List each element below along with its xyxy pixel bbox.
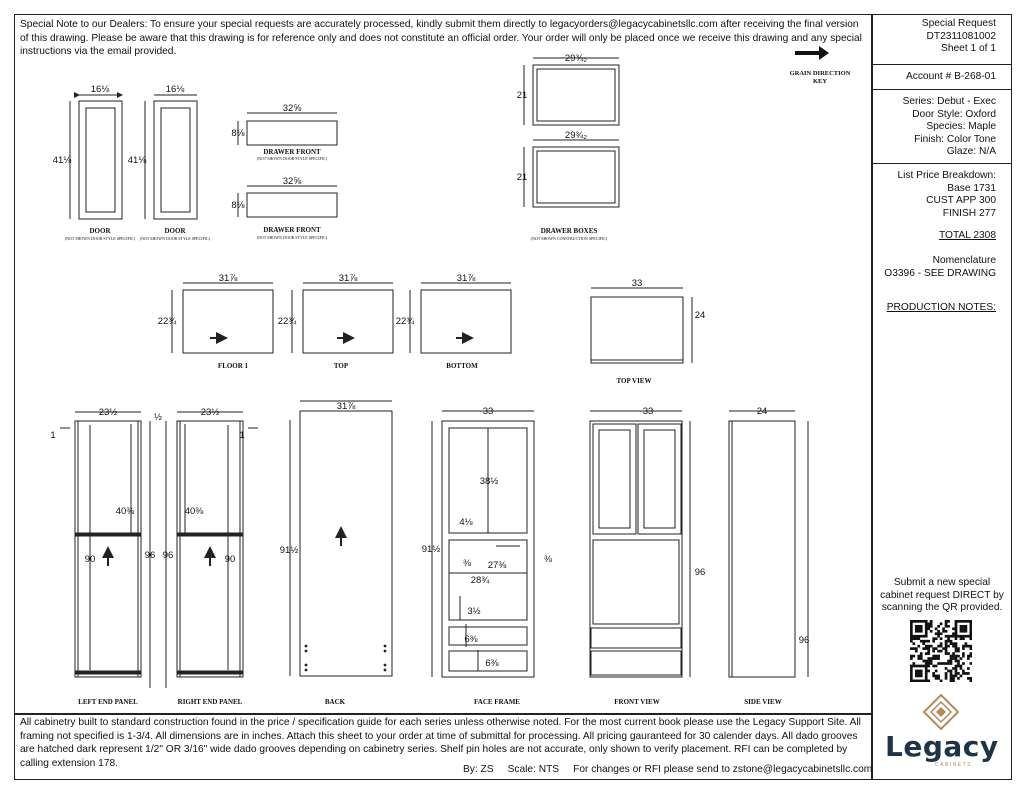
label-door-sub: (NOT SHOWN DOOR STYLE SPECIFIC) (139, 236, 211, 241)
front-view (590, 411, 690, 677)
dim-lep-height: 96 (144, 550, 156, 561)
dim-door-width: 16⅛ (165, 84, 185, 95)
finish: Finish: Color Tone (914, 133, 996, 145)
top-view (591, 288, 692, 363)
door-right (145, 95, 197, 219)
request-number: DT2311081002 (926, 30, 996, 42)
dim-ff-opening: 27⅜ (487, 560, 507, 571)
dim-ff-upper: 38½ (479, 476, 499, 487)
dim-df-width: 32⅝ (282, 176, 302, 187)
dim-topview-depth: 24 (694, 310, 706, 321)
rfi-contact: For changes or RFI please send to zstone@legacycabinetsllc.com (573, 764, 873, 775)
glaze: Glaze: N/A (946, 146, 996, 157)
dim-rep-height: 96 (162, 550, 174, 561)
request-type: Special Request (921, 18, 996, 29)
dim-box-height: 21 (516, 172, 528, 183)
dim-ff-lower-rail: 3½ (467, 606, 481, 617)
label-df-sub: (NOT SHOWN DOOR STYLE SPECIFIC) (256, 235, 328, 240)
account-number: Account # B-268-01 (905, 71, 996, 82)
dim-rep-offset: 1 (239, 430, 245, 441)
dim-box-width: 29¾₂ (564, 53, 588, 64)
grain-direction-key: GRAIN DIRECTION KEY (789, 70, 851, 85)
label-door-sub: (NOT SHOWN DOOR STYLE SPECIFIC) (64, 236, 136, 241)
label-drawer-boxes: DRAWER BOXES (540, 227, 598, 235)
dim-fv-height: 96 (694, 567, 706, 578)
qr-instructions: Submit a new special cabinet request DIRECT by scanning the QR provided. (880, 577, 1004, 613)
dim-ff-drawer2: 6⅜ (485, 658, 499, 669)
dim-lep-offset: 1 (50, 430, 56, 441)
label-top: TOP (333, 362, 349, 370)
dim-ff-width: 33 (482, 406, 494, 417)
scale: Scale: NTS (507, 764, 560, 775)
bottom-panel (410, 283, 511, 353)
label-left-end-panel: LEFT END PANEL (78, 698, 138, 706)
separator (872, 89, 1012, 90)
label-df-sub: (NOT SHOWN DOOR STYLE SPECIFIC) (256, 156, 328, 161)
production-notes-heading: PRODUCTION NOTES: (886, 302, 996, 313)
dim-ff-rail2: ⅜ (544, 554, 552, 565)
door-left (70, 95, 122, 219)
dim-box-width: 29¾₂ (564, 130, 588, 141)
series: Series: Debut - Exec (902, 96, 996, 107)
label-face-frame: FACE FRAME (474, 698, 520, 706)
label-door: DOOR (89, 227, 111, 235)
total-price: TOTAL 2308 (938, 230, 996, 241)
dim-rep-inner: 90 (224, 554, 236, 565)
dim-ff-rail: ⅜ (463, 558, 471, 569)
label-right-end-panel: RIGHT END PANEL (177, 698, 243, 706)
dim-ff-inner-width: 28¾ (470, 575, 490, 586)
dealer-special-note: Special Note to our Dealers: To ensure your special requests are accurately processed, kindly submit them directly to legacyorders@legacycabinetsllc.com after receiving the final version of this drawing. Please be aware that this drawing is for reference only and does not constitute an official order. Your order will only be placed once we receive this drawing and any special instructions via the email provided. (20, 19, 862, 57)
dim-ff-stile: 4⅛ (459, 517, 473, 528)
drawer-front-2 (247, 193, 337, 217)
label-back: BACK (324, 698, 346, 706)
dim-door-height: 41⅛ (52, 155, 72, 166)
floor-panel (172, 283, 273, 353)
legacy-logo: Legacy (885, 730, 999, 763)
drawer-box-1 (533, 65, 619, 125)
dim-topview-width: 33 (631, 278, 643, 289)
drawn-by: By: ZS (463, 764, 494, 775)
left-end-panel (60, 412, 150, 688)
top-panel (292, 283, 393, 353)
drawer-box-2 (533, 147, 619, 207)
construction-note: All cabinetry built to standard construction found in the price / specification guide for each series unless otherwise noted. For the most current book please use the Legacy Support Site. All framing not specified is 1-3/4. All dimensions are in inches. Attach this sheet to your order at time of submittal for processing. All pricing gauranteed for 30 calender days. All dado grooves are hatched dark represent 1/2" OR 3/16" wide dado grooves depending on cabinetry series. Shelf pin holes are not accurate, only shown to verify placement. RFI can be completed by calling extension 178. (20, 717, 861, 769)
dim-lep-upper: 40⅜ (115, 506, 135, 517)
right-end-panel (166, 412, 258, 688)
dim-back-width: 31⅞ (336, 401, 356, 412)
dim-lep-width: 23½ (98, 407, 118, 418)
specs (872, 96, 1012, 159)
legacy-logo-sub: CABINETS (935, 762, 973, 768)
dim-df-height: 8⅛ (231, 128, 245, 139)
dim-lep-inner: 90 (84, 554, 96, 565)
label-drawer-front: DRAWER FRONT (263, 226, 321, 234)
back-panel (290, 401, 392, 676)
label-top-view: TOP VIEW (616, 377, 652, 385)
notes-divider (14, 713, 872, 715)
request-header (872, 18, 1012, 56)
dim-bottom-depth: 22¾ (395, 316, 415, 327)
dim-df-width: 32⅝ (282, 103, 302, 114)
label-side-view: SIDE VIEW (744, 698, 782, 706)
dim-back-height: 91½ (279, 545, 299, 556)
dim-ff-height: 91½ (421, 544, 441, 555)
door-style: Door Style: Oxford (912, 108, 996, 120)
dim-floor-width: 31⅞ (218, 273, 238, 284)
dim-sv-height: 96 (798, 635, 810, 646)
dim-sv-depth: 24 (756, 406, 768, 417)
dim-rep-width: 23½ (200, 407, 220, 418)
label-door: DOOR (164, 227, 186, 235)
footer (463, 764, 886, 775)
side-view (729, 411, 808, 677)
dim-door-height: 41⅛ (127, 155, 147, 166)
drawer-front-1 (247, 121, 337, 145)
species: Species: Maple (926, 121, 996, 132)
label-bottom: BOTTOM (446, 362, 478, 370)
price-breakdown: List Price Breakdown: Base 1731 CUST APP 300 FINISH 277 (897, 170, 996, 219)
legacy-diamond-logo-icon (922, 693, 960, 733)
separator (872, 163, 1012, 164)
sheet-number: Sheet 1 of 1 (941, 43, 996, 54)
label-boxes-sub: (NOT SHOWN CONSTRUCTION SPECIFIC) (530, 236, 608, 241)
dim-bottom-width: 31⅞ (456, 273, 476, 284)
dim-rep-upper: 40⅜ (184, 506, 204, 517)
dim-half: ½ (154, 412, 162, 423)
qr-code[interactable] (910, 620, 972, 682)
label-drawer-front: DRAWER FRONT (263, 148, 321, 156)
separator (872, 64, 1012, 65)
dim-floor-depth: 22¾ (157, 316, 177, 327)
dim-top-depth: 22¾ (277, 316, 297, 327)
dim-door-width: 16⅛ (90, 84, 110, 95)
dim-top-width: 31⅞ (338, 273, 358, 284)
nomenclature: Nomenclature O3396 - SEE DRAWING (884, 255, 996, 279)
dim-df-height: 8⅛ (231, 200, 245, 211)
dim-fv-width: 33 (642, 406, 654, 417)
dim-box-height: 21 (516, 90, 528, 101)
label-floor: FLOOR 1 (217, 362, 249, 370)
label-front-view: FRONT VIEW (614, 698, 660, 706)
dim-ff-drawer1: 6⅜ (464, 634, 478, 645)
face-frame (432, 411, 534, 677)
